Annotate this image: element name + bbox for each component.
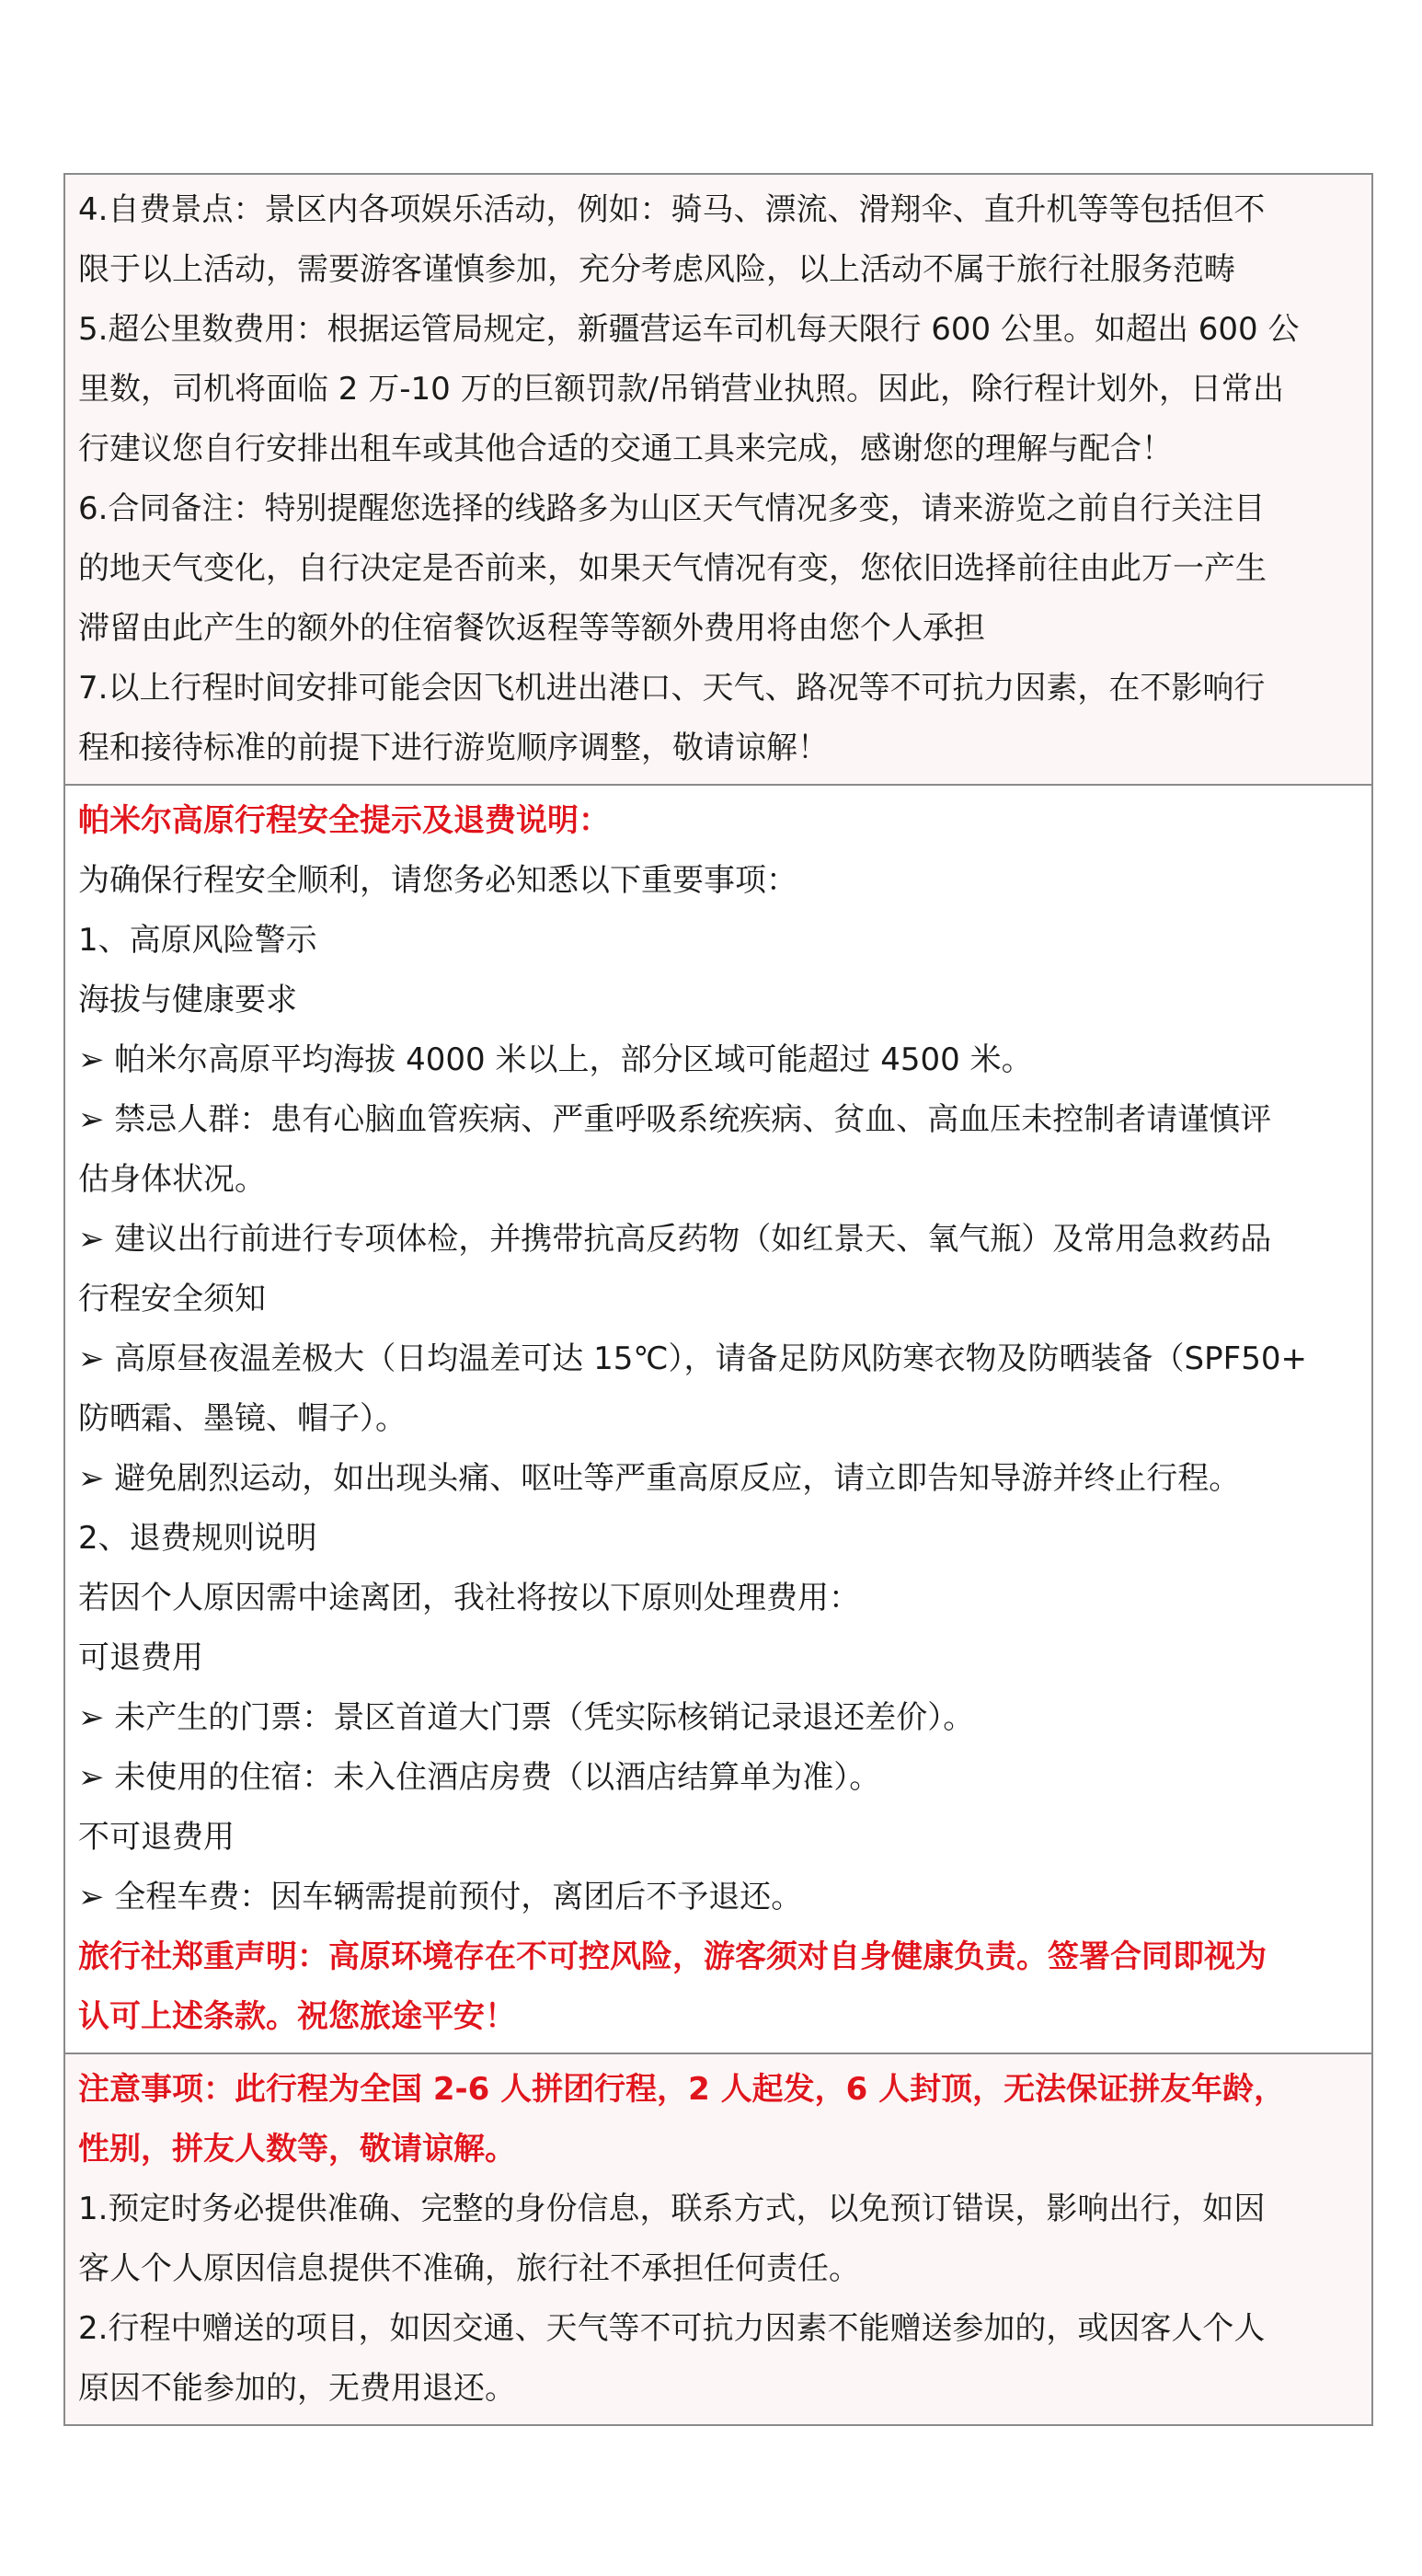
text-line: ➢ 建议出行前进行专项体检，并携带抗高反药物（如红景天、氧气瓶）及常用急救药品	[78, 1221, 1272, 1258]
statement-line: 旅行社郑重声明：高原环境存在不可控风险，游客须对自身健康负责。签署合同即视为	[78, 1938, 1267, 1975]
text-line: ➢ 高原昼夜温差极大（日均温差可达 15℃），请备足防风防寒衣物及防晒装备（SPF50+	[78, 1340, 1307, 1377]
text-line: 4.自费景点：景区内各项娱乐活动，例如：骑马、漂流、滑翔伞、直升机等等包括但不	[78, 191, 1266, 228]
text-line: ➢ 未产生的门票：景区首道大门票（凭实际核销记录退还差价）。	[78, 1699, 975, 1736]
statement-line: 认可上述条款。祝您旅途平安！	[78, 1998, 516, 2035]
text-line: 为确保行程安全顺利，请您务必知悉以下重要事项：	[78, 862, 797, 899]
section-safety-refund	[65, 784, 1371, 2053]
text-line: 行程安全须知	[78, 1281, 266, 1317]
text-line: ➢ 帕米尔高原平均海拔 4000 米以上，部分区域可能超过 4500 米。	[78, 1041, 1033, 1078]
text-line: 5.超公里数费用：根据运管局规定，新疆营运车司机每天限行 600 公里。如超出 600 公	[78, 311, 1300, 348]
text-line: ➢ 全程车费：因车辆需提前预付，离团后不予退还。	[78, 1879, 803, 1915]
text-line: ➢ 避免剧烈运动，如出现头痛、呕吐等严重高原反应，请立即告知导游并终止行程。	[78, 1460, 1241, 1497]
text-line: 若因个人原因需中途离团，我社将按以下原则处理费用：	[78, 1580, 860, 1616]
text-line: 限于以上活动，需要游客谨慎参加，充分考虑风险，以上活动不属于旅行社服务范畴	[78, 251, 1235, 288]
text-line: 行建议您自行安排出租车或其他合适的交通工具来完成，感谢您的理解与配合！	[78, 431, 1173, 467]
text-line: 2.行程中赠送的项目，如因交通、天气等不可抗力因素不能赠送参加的，或因客人个人	[78, 2310, 1266, 2347]
notice-line: 注意事项：此行程为全国 2-6 人拼团行程，2 人起发，6 人封顶，无法保证拼友年龄，	[78, 2071, 1286, 2108]
text-line: ➢ 禁忌人群：患有心脑血管疾病、严重呼吸系统疾病、贫血、高血压未控制者请谨慎评	[78, 1101, 1272, 1138]
text-line: 1.预定时务必提供准确、完整的身份信息，联系方式，以免预订错误，影响出行，如因	[78, 2191, 1266, 2227]
section-self-paid-notes	[65, 175, 1371, 784]
text-line: 的地天气变化，自行决定是否前来，如果天气情况有变，您依旧选择前往由此万一产生	[78, 550, 1267, 587]
text-line: ➢ 未使用的住宿：未入住酒店房费（以酒店结算单为准）。	[78, 1759, 881, 1796]
text-line: 估身体状况。	[78, 1161, 266, 1198]
text-line: 1、高原风险警示	[78, 922, 317, 959]
text-line: 2、退费规则说明	[78, 1520, 317, 1557]
document-table	[63, 173, 1373, 2426]
text-line: 海拔与健康要求	[78, 982, 297, 1018]
text-line: 里数，司机将面临 2 万-10 万的巨额罚款/吊销营业执照。因此，除行程计划外，日常出	[78, 371, 1285, 408]
text-line: 客人个人原因信息提供不准确，旅行社不承担任何责任。	[78, 2250, 860, 2287]
text-line: 防晒霜、墨镜、帽子）。	[78, 1400, 407, 1437]
section-title: 帕米尔高原行程安全提示及退费说明：	[78, 802, 610, 839]
text-line: 7.以上行程时间安排可能会因飞机进出港口、天气、路况等不可抗力因素，在不影响行	[78, 670, 1266, 707]
text-line: 不可退费用	[78, 1819, 235, 1856]
text-line: 可退费用	[78, 1639, 203, 1676]
text-line: 6.合同备注：特别提醒您选择的线路多为山区天气情况多变，请来游览之前自行关注目	[78, 490, 1266, 527]
notice-line: 性别，拼友人数等，敬请谅解。	[78, 2131, 516, 2168]
text-line: 程和接待标准的前提下进行游览顺序调整，敬请谅解！	[78, 730, 829, 766]
text-line: 滞留由此产生的额外的住宿餐饮返程等等额外费用将由您个人承担	[78, 610, 985, 647]
section-attention	[65, 2053, 1371, 2424]
text-line: 原因不能参加的，无费用退还。	[78, 2370, 516, 2407]
